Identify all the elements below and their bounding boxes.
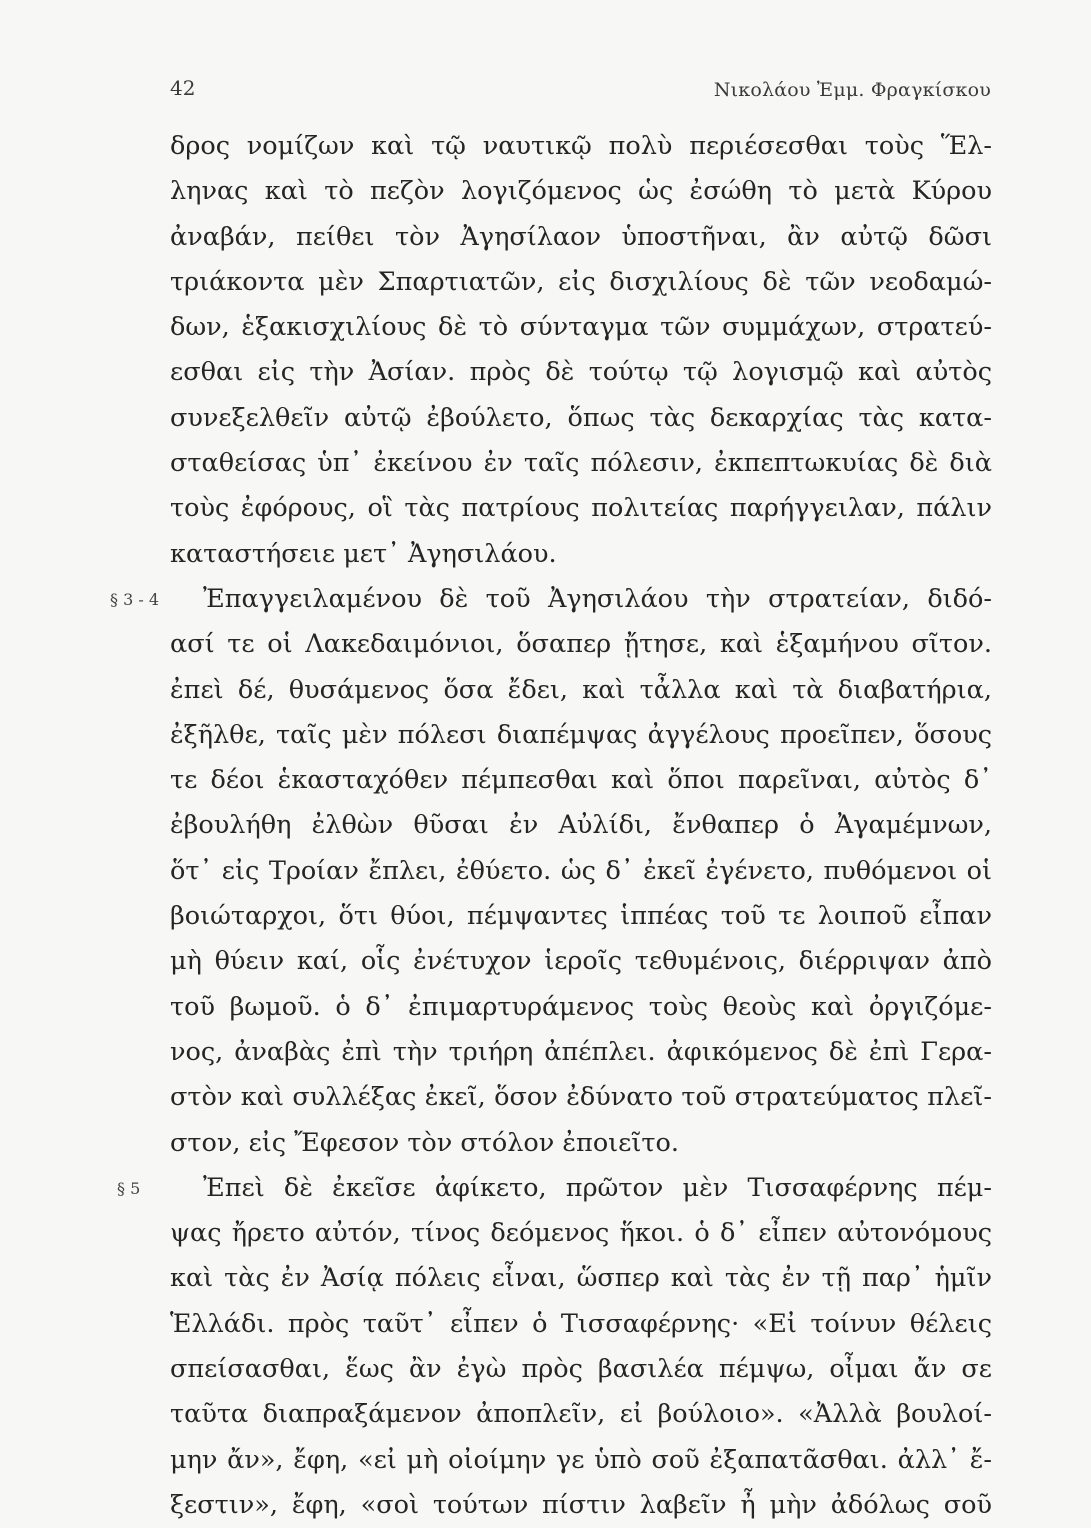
running-head: Νικολάου Ἐμμ. Φραγκίσκου <box>713 79 991 101</box>
text-line: τοῦ βωμοῦ. ὁ δ᾽ ἐπιμαρτυράμενος τοὺς θεοὺς καὶ ὀργιζόμε- <box>170 991 992 1022</box>
text-line: ξεστιν», ἔφη, «σοὶ τούτων πίστιν λαβεῖν ἦ μὴν ἀδόλως σοῦ <box>170 1489 992 1520</box>
text-line: καταστήσειε μετ᾽ Ἀγησιλάου. <box>170 538 557 569</box>
text-line: τε δέοι ἑκασταχόθεν πέμπεσθαι καὶ ὅποι παρεῖναι, αὐτὸς δ᾽ <box>170 765 992 796</box>
text-line: δρος νομίζων καὶ τῷ ναυτικῷ πολὺ περιέσεσθαι τοὺς Ἕλ- <box>170 131 992 161</box>
body-text <box>110 124 992 1528</box>
text-line: ἐξῆλθε, ταῖς μὲν πόλεσι διαπέμψας ἀγγέλους προεῖπεν, ὅσους <box>170 719 992 750</box>
text-line: Ἑλλάδι. πρὸς ταῦτ᾽ εἶπεν ὁ Τισσαφέρνης· «Εἰ τοίνυν θέλεις <box>170 1308 992 1339</box>
text-line: στὸν καὶ συλλέξας ἐκεῖ, ὅσον ἐδύνατο τοῦ στρατεύματος πλεῖ- <box>170 1082 992 1113</box>
text-line: σταθείσας ὑπ᾽ ἐκείνου ἐν ταῖς πόλεσιν, ἐκπεπτωκυίας δὲ διὰ <box>170 448 992 479</box>
text-line: συνεξελθεῖν αὐτῷ ἐβούλετο, ὅπως τὰς δεκαρχίας τὰς κατα- <box>170 402 992 433</box>
text-line: βοιώταρχοι, ὅτι θύοι, πέμψαντες ἱππέας τοῦ τε λοιποῦ εἶπαν <box>170 901 992 932</box>
text-line: ἐβουλήθη ἐλθὼν θῦσαι ἐν Αὐλίδι, ἔνθαπερ ὁ Ἀγαμέμνων, <box>170 810 992 841</box>
text-line: καὶ τὰς ἐν Ἀσίᾳ πόλεις εἶναι, ὥσπερ καὶ τὰς ἐν τῇ παρ᾽ ἡμῖν <box>170 1263 992 1294</box>
text-line: ταῦτα διαπραξάμενον ἀποπλεῖν, εἰ βούλοιο». «Ἀλλὰ βουλοί- <box>170 1399 992 1430</box>
text-line: νος, ἀναβὰς ἐπὶ τὴν τριήρη ἀπέπλει. ἀφικόμενος δὲ ἐπὶ Γερα- <box>170 1036 992 1067</box>
text-line: στον, εἰς Ἔφεσον τὸν στόλον ἐποιεῖτο. <box>170 1127 679 1158</box>
text-line: τοὺς ἐφόρους, οἳ τὰς πατρίους πολιτείας παρήγγειλαν, πάλιν <box>170 493 992 524</box>
text-line: εσθαι εἰς τὴν Ἀσίαν. πρὸς δὲ τούτῳ τῷ λογισμῷ καὶ αὐτὸς <box>170 357 992 388</box>
text-line: ασί τε οἱ Λακεδαιμόνιοι, ὅσαπερ ᾔτησε, καὶ ἑξαμήνου σῖτον. <box>170 629 992 660</box>
text-line: ἐπεὶ δέ, θυσάμενος ὅσα ἔδει, καὶ τἆλλα καὶ τὰ διαβατήρια, <box>170 674 992 705</box>
text-line: τριάκοντα μὲν Σπαρτιατῶν, εἰς δισχιλίους δὲ τῶν νεοδαμώ- <box>170 266 992 297</box>
text-line: μὴ θύειν καί, οἷς ἐνέτυχον ἱεροῖς τεθυμένοις, διέρριψαν ἀπὸ <box>170 946 992 977</box>
text-line: § 5 Ἐπεὶ δὲ ἐκεῖσε ἀφίκετο, πρῶτον μὲν Τισσαφέρνης πέμ- <box>170 1166 992 1211</box>
text-line: μην ἄν», ἔφη, «εἰ μὴ οἰοίμην γε ὑπὸ σοῦ ἐξαπατᾶσθαι. ἀλλ᾽ ἔ- <box>170 1444 992 1475</box>
section-marker: § 5 <box>117 1178 141 1198</box>
section-marker: § 3 - 4 <box>110 589 160 609</box>
text-line: ἀναβάν, πείθει τὸν Ἀγησίλαον ὑποστῆναι, ἂν αὐτῷ δῶσι <box>170 221 992 252</box>
text-line: ὅτ᾽ εἰς Τροίαν ἔπλει, ἐθύετο. ὡς δ᾽ ἐκεῖ ἐγένετο, πυθόμενοι οἱ <box>170 855 992 886</box>
text-line: ψας ἤρετο αὐτόν, τίνος δεόμενος ἥκοι. ὁ δ᾽ εἶπεν αὐτονόμους <box>170 1218 992 1249</box>
text-line: σπείσασθαι, ἕως ἂν ἐγὼ πρὸς βασιλέα πέμψω, οἶμαι ἄν σε <box>170 1354 992 1385</box>
text-line: ληνας καὶ τὸ πεζὸν λογιζόμενος ὡς ἐσώθη τὸ μετὰ Κύρου <box>170 176 992 207</box>
page-number: 42 <box>170 76 196 100</box>
text-line: δων, ἑξακισχιλίους δὲ τὸ σύνταγμα τῶν συμμάχων, στρατεύ- <box>170 312 992 343</box>
text-line: § 3 - 4 Ἐπαγγειλαμένου δὲ τοῦ Ἀγησιλάου τὴν στρατείαν, διδό- <box>170 577 992 622</box>
